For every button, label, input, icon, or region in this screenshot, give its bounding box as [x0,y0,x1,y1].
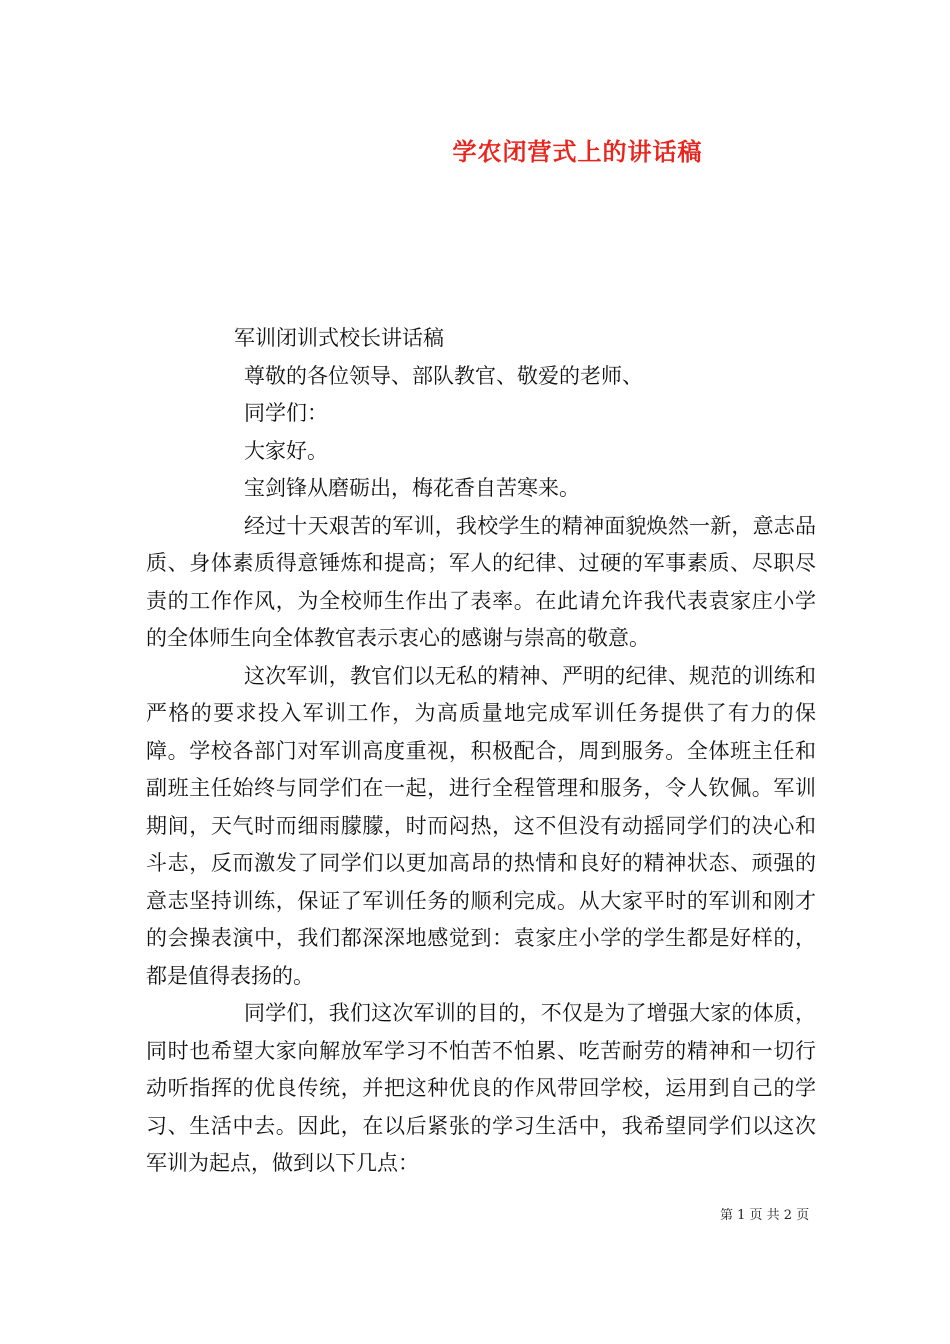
page-number-footer: 第 1 页 共 2 页 [720,1208,810,1223]
speech-subtitle: 军训闭训式校长讲话稿 [234,326,444,350]
quote-line: 宝剑锋从磨砺出，梅花香自苦寒来。 [244,476,580,500]
greeting-line: 大家好。 [244,438,328,463]
salutation-line-2: 同学们： [244,401,328,425]
paragraph: 这次军训，教官们以无私的精神、严明的纪律、规范的训练和严格的要求投入军训工作，为高质量地完成军训任务提供了有力的保障。学校各部门对军训高度重视，积极配合，周到服务。全体班主任和副班主任始终与同学们在一起，进行全程管理和服务，令人钦佩。军训期间，天气时而细雨朦朦，时而闷热，这不但没有动摇同学们的决心和斗志，反而激发了同学们以更加高昂的热情和良好的精神状态、顽强的意志坚持训练，保证了军训任务的顺利完成。从大家平时的军训和刚才的会操表演中，我们都深深地感觉到：袁家庄小学的学生都是好样的，都是值得表扬的。 [146,663,816,988]
paragraph: 同学们，我们这次军训的目的，不仅是为了增强大家的体质，同时也希望大家向解放军学习不怕苦不怕累、吃苦耐劳的精神和一切行动听指挥的优良传统，并把这种优良的作风带回学校，运用到自己的学习、生活中去。因此，在以后紧张的学习生活中，我希望同学们以这次军训为起点，做到以下几点： [146,1001,816,1175]
salutation-line-1: 尊敬的各位领导、部队教官、敬爱的老师、 [244,363,643,388]
page-title: 学农闭营式上的讲话稿 [452,137,703,166]
document-body [146,320,816,1183]
paragraph: 经过十天艰苦的军训，我校学生的精神面貌焕然一新，意志品质、身体素质得意锤炼和提高；军人的纪律、过硬的军事素质、尽职尽责的工作作风，为全校师生作出了表率。在此请允许我代表袁家庄小学的全体师生向全体教官表示衷心的感谢与崇高的敬意。 [146,513,816,650]
